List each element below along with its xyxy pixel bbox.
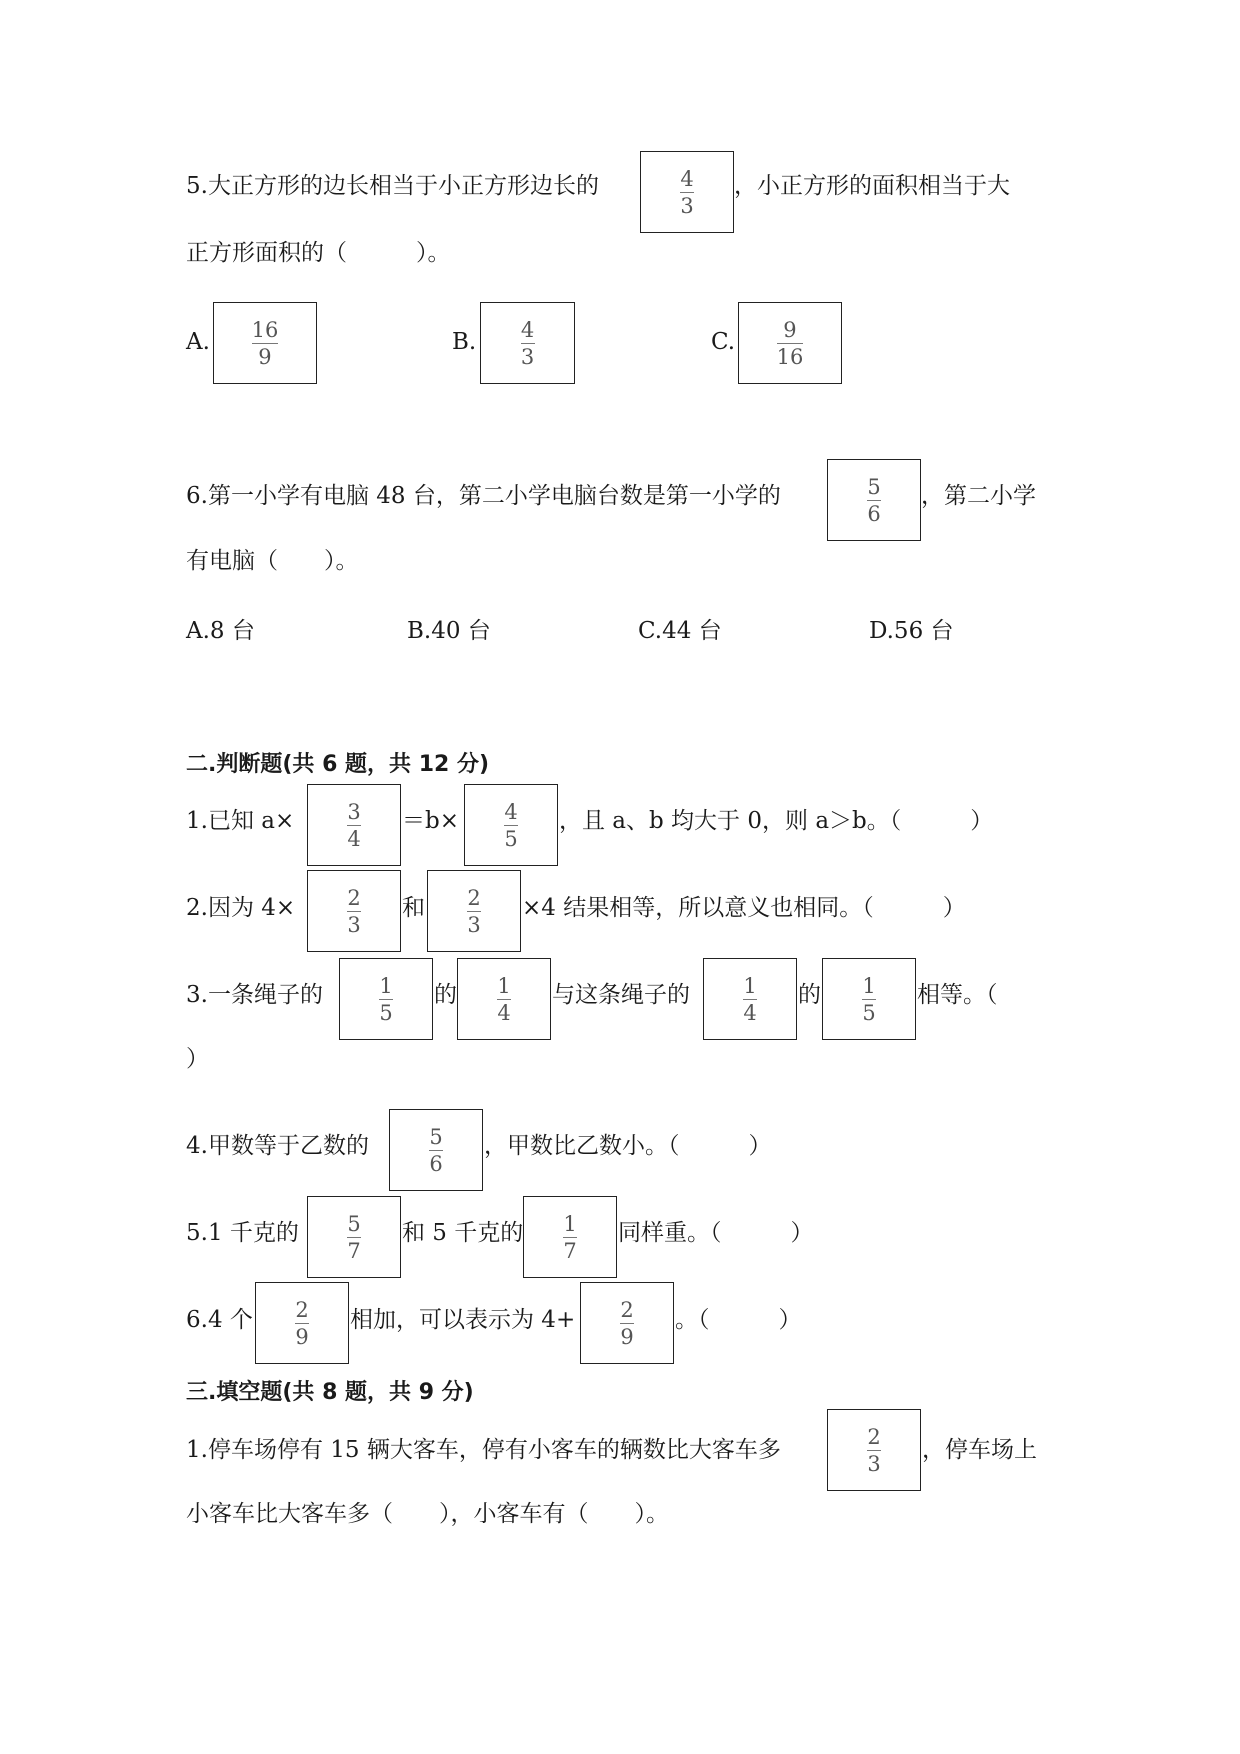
q5-option-c-label: C. [711, 329, 736, 355]
q5-option-b-fraction [480, 302, 575, 384]
j3-text-2: 的 [434, 982, 457, 1008]
section-2-heading: 二.判断题(共 6 题，共 12 分) [186, 752, 490, 777]
fraction-box [307, 870, 401, 952]
q6-option-b: B.40 台 [407, 618, 491, 644]
j3-text-3: 与这条绳子的 [552, 982, 690, 1008]
j5-text-1: 5.1 千克的 [186, 1220, 299, 1246]
j3-text-6: ） [186, 1046, 209, 1072]
j1-text-3: ，且 a、b 均大于 0，则 a＞b。（ ） [559, 808, 994, 834]
j2-text-2: 和 [402, 895, 425, 921]
q6-text-1: 6.第一小学有电脑 48 台，第二小学电脑台数是第一小学的 [186, 483, 781, 509]
denominator: 5 [379, 1000, 393, 1025]
numerator: 4 [680, 166, 694, 191]
q5-text-3: 正方形面积的（ ）。 [186, 240, 451, 266]
j2-text-3: ×4 结果相等，所以意义也相同。（ ） [522, 895, 966, 921]
numerator: 1 [743, 973, 757, 998]
fraction-box [464, 784, 558, 866]
j4-text-2: ，甲数比乙数小。（ ） [484, 1133, 772, 1159]
numerator: 5 [867, 474, 881, 499]
numerator: 3 [347, 799, 361, 824]
numerator: 2 [347, 885, 361, 910]
denominator: 16 [776, 344, 804, 369]
j3-text-4: 的 [798, 982, 821, 1008]
j1-text-2: ＝b× [402, 808, 459, 834]
numerator: 1 [862, 973, 876, 998]
j5-text-3: 同样重。（ ） [618, 1220, 814, 1246]
fraction-box [523, 1196, 617, 1278]
numerator: 1 [379, 973, 393, 998]
q6-option-c: C.44 台 [638, 618, 722, 644]
denominator: 3 [347, 912, 361, 937]
numerator: 2 [867, 1424, 881, 1449]
fraction-box [827, 459, 921, 541]
section-3-heading: 三.填空题(共 8 题，共 9 分) [186, 1380, 474, 1405]
denominator: 3 [867, 1451, 881, 1476]
fraction-box [307, 784, 401, 866]
denominator: 6 [867, 501, 881, 526]
denominator: 5 [504, 826, 518, 851]
q6-text-3: 有电脑（ ）。 [186, 548, 359, 574]
fraction-box [307, 1196, 401, 1278]
j3-text-5: 相等。（ [917, 982, 998, 1008]
fraction-box [640, 151, 734, 233]
q5-option-a-label: A. [186, 329, 210, 355]
fraction-box [703, 958, 797, 1040]
q5-option-c-fraction [738, 302, 842, 384]
denominator: 4 [497, 1000, 511, 1025]
numerator: 5 [347, 1211, 361, 1236]
numerator: 1 [563, 1211, 577, 1236]
fraction-box [827, 1409, 921, 1491]
j4-text-1: 4.甲数等于乙数的 [186, 1133, 369, 1159]
denominator: 6 [429, 1151, 443, 1176]
fraction-box [457, 958, 551, 1040]
q5-option-a-fraction [213, 302, 317, 384]
denominator: 9 [258, 344, 272, 369]
numerator: 1 [497, 973, 511, 998]
fraction-box [427, 870, 521, 952]
numerator: 2 [467, 885, 481, 910]
denominator: 5 [862, 1000, 876, 1025]
denominator: 9 [295, 1324, 309, 1349]
numerator: 4 [504, 799, 518, 824]
q5-option-b-label: B. [452, 329, 477, 355]
f1-text-2: ，停车场上 [922, 1437, 1037, 1463]
fraction-box [580, 1282, 674, 1364]
f1-text-1: 1.停车场停有 15 辆大客车，停有小客车的辆数比大客车多 [186, 1437, 781, 1463]
numerator: 5 [429, 1124, 443, 1149]
j6-text-1: 6.4 个 [186, 1307, 253, 1333]
q6-option-a: A.8 台 [186, 618, 255, 644]
denominator: 4 [347, 826, 361, 851]
numerator: 16 [251, 317, 279, 342]
j1-text-1: 1.已知 a× [186, 808, 295, 834]
j5-text-2: 和 5 千克的 [402, 1220, 524, 1246]
j6-text-2: 相加，可以表示为 4+ [350, 1307, 576, 1333]
j6-text-3: 。（ ） [675, 1307, 802, 1333]
denominator: 3 [467, 912, 481, 937]
j2-text-1: 2.因为 4× [186, 895, 296, 921]
fraction-box [339, 958, 433, 1040]
denominator: 3 [680, 193, 694, 218]
q6-option-d: D.56 台 [869, 618, 954, 644]
f1-text-3: 小客车比大客车多（ ），小客车有（ ）。 [186, 1501, 669, 1527]
denominator: 4 [743, 1000, 757, 1025]
fraction-box [822, 958, 916, 1040]
q5-text-2: ，小正方形的面积相当于大 [734, 173, 1010, 199]
j3-text-1: 3.一条绳子的 [186, 982, 323, 1008]
denominator: 9 [620, 1324, 634, 1349]
numerator: 2 [295, 1297, 309, 1322]
numerator: 9 [783, 317, 797, 342]
q6-text-2: ，第二小学 [921, 483, 1036, 509]
numerator: 2 [620, 1297, 634, 1322]
denominator: 3 [520, 344, 535, 369]
denominator: 7 [347, 1238, 361, 1263]
denominator: 7 [563, 1238, 577, 1263]
numerator: 4 [520, 317, 535, 342]
fraction-box [255, 1282, 349, 1364]
q5-text-1: 5.大正方形的边长相当于小正方形边长的 [186, 173, 599, 199]
fraction-box [389, 1109, 483, 1191]
